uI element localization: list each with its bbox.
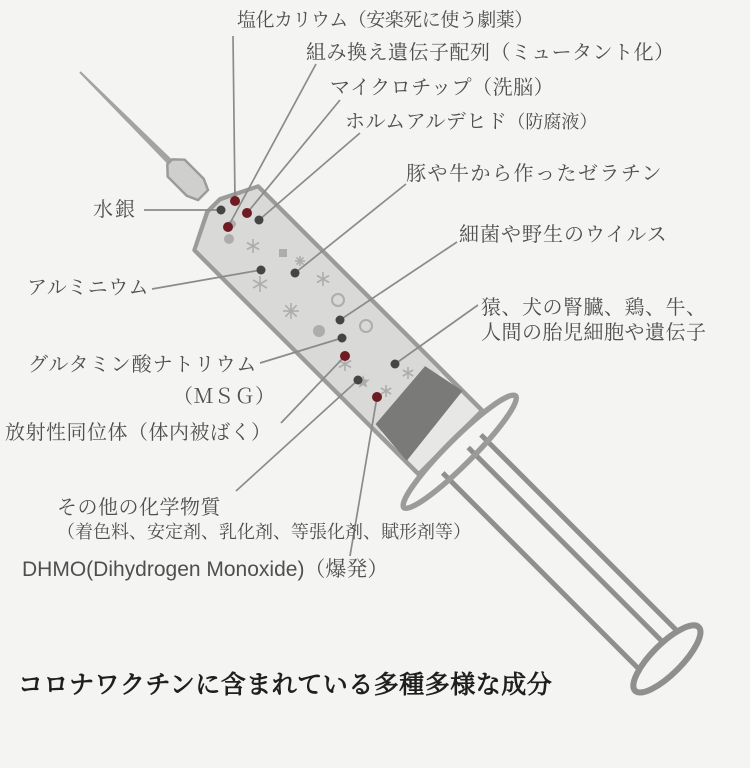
callout-line-bacteria-virus xyxy=(340,242,457,320)
label-other-chemicals-note: （着色料、安定剤、乳化剤、等張化剤、賦形剤等） xyxy=(57,522,471,542)
plunger-rod xyxy=(468,447,665,644)
ingredient-dot-other-chemicals xyxy=(354,376,363,385)
label-potassium-chloride: 塩化カリウム（安楽死に使う劇薬） xyxy=(237,10,533,31)
label-microchip: マイクロチップ（洗脳） xyxy=(330,77,555,99)
ingredient-dot-radioisotope xyxy=(340,351,350,361)
ingredient-dot-formaldehyde xyxy=(255,216,264,225)
ingredient-dot-msg xyxy=(338,334,347,343)
callout-line-microchip xyxy=(247,100,340,213)
label-formaldehyde xyxy=(345,110,597,135)
ingredient-dot-animal-cells xyxy=(391,360,400,369)
particle-dot-icon xyxy=(224,234,234,244)
label-dhmo: DHMO(Dihydrogen Monoxide)（爆発） xyxy=(22,558,389,581)
needle-icon xyxy=(78,70,174,166)
label-other-chemicals: その他の化学物質 xyxy=(57,497,221,519)
particle-dot-icon xyxy=(313,325,325,337)
label-gelatin: 豚や牛から作ったゼラチン xyxy=(406,163,663,185)
label-animal-cells: 猿、犬の腎臓、鶏、牛、 人間の胎児細胞や遺伝子 xyxy=(481,297,707,344)
thumb-rest xyxy=(624,616,709,701)
label-recombinant-gene: 組み換え遺伝子配列（ミュータント化） xyxy=(306,42,675,64)
ingredient-dot-gelatin xyxy=(291,269,300,278)
ingredient-dot-aluminum xyxy=(257,266,266,275)
label-msg-abbr: （ＭＳＧ） xyxy=(173,386,276,408)
callout-line-formaldehyde xyxy=(259,133,360,220)
ingredient-dot-microchip xyxy=(242,208,252,218)
label-radioisotope: 放射性同位体（体内被ばく） xyxy=(5,422,272,444)
callout-line-gelatin xyxy=(295,184,406,273)
ingredient-dot-bacteria-virus xyxy=(336,316,345,325)
ingredient-dot-dhmo xyxy=(372,392,382,402)
plunger-rod xyxy=(481,435,678,632)
particle-sq-icon xyxy=(279,249,287,257)
particle-burst-icon xyxy=(283,303,299,319)
label-formaldehyde-main: ホルムアルデヒド xyxy=(345,111,508,133)
particle-burst-icon xyxy=(295,256,305,266)
label-mercury: 水銀 xyxy=(93,199,137,221)
callout-line-potassium-chloride xyxy=(233,36,235,201)
diagram-title: コロナワクチンに含まれている多種多様な成分 xyxy=(18,671,553,699)
ingredient-dot-potassium-chloride xyxy=(230,196,240,206)
label-msg: グルタミン酸ナトリウム xyxy=(28,354,258,376)
label-formaldehyde-note: （防腐液） xyxy=(507,112,598,132)
ingredient-dot-mercury xyxy=(217,206,226,215)
label-bacteria-virus: 細菌や野生のウイルス xyxy=(459,224,668,246)
ingredient-dot-recombinant-gene xyxy=(223,222,233,232)
plunger-rod xyxy=(443,473,640,670)
label-aluminum: アルミニウム xyxy=(27,277,149,299)
